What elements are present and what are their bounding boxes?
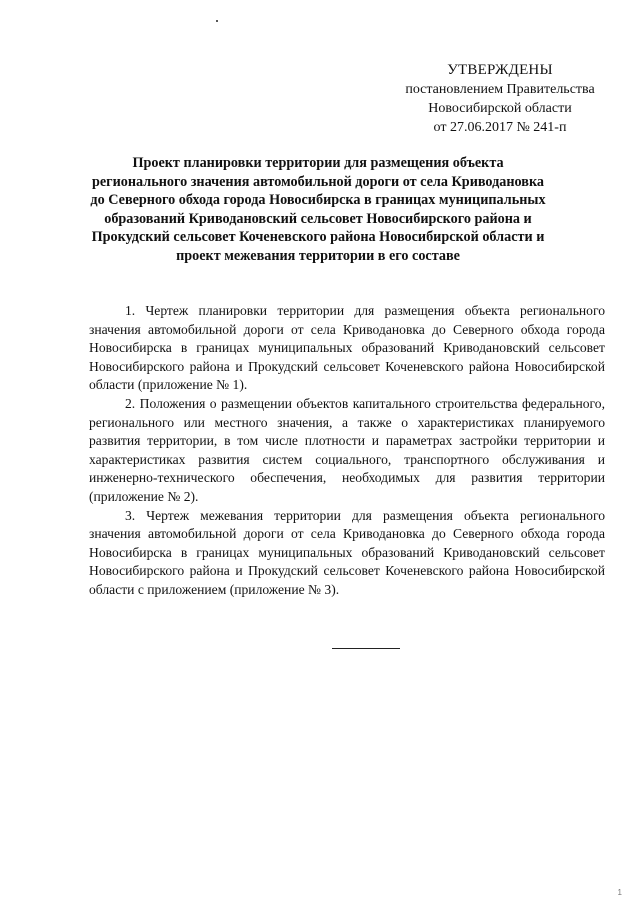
approval-line-3: от 27.06.2017 № 241-п	[433, 120, 567, 135]
document-body	[89, 302, 605, 600]
approval-line-1: постановлением Правительства	[405, 82, 595, 97]
approval-line-2: Новосибирской области	[428, 101, 572, 116]
paragraph-1: 1. Чертеж планировки территории для размещения объекта регионального значения автомобильной дороги от села Криводановка до Северного обхода города Новосибирска в границах муниципальных образований Криводановский сельсовет Новосибирского района и Прокудский сельсовет Коченевского района Новосибирской области (приложение № 1).	[89, 303, 605, 393]
scan-dot	[216, 20, 218, 22]
paragraph-3: 3. Чертеж межевания территории для размещения объекта регионального значения автомобильной дороги от села Криводановка до Северного обхода города Новосибирска в границах муниципальных образований Криводановский сельсовет Новосибирского района и Прокудский сельсовет Коченевского района Новосибирской области с приложением (приложение № 3).	[89, 507, 605, 597]
approval-heading: УТВЕРЖДЕНЫ	[447, 62, 553, 78]
approval-block	[400, 60, 600, 137]
document-title: Проект планировки территории для размещения объекта регионального значения автомобильной дороги от села Криводановка до Северного обхода города Новосибирска в границах муниципальных образований Криводановский сельсовет Новосибирского района и Прокудский сельсовет Коченевского района Новосибирской области и проект межевания территории в его составе	[90, 155, 546, 264]
paragraph-2: 2. Положения о размещении объектов капитального строительства федерального, регионального или местного значения, а также о характеристиках планируемого развития территории, в том числе плотности и параметрах застройки территории и характеристиках развития систем социального, транспортного обслуживания и инженерно-технического обеспечения, необходимых для развития территории (приложение № 2).	[89, 395, 605, 504]
page-mark: 1	[617, 888, 622, 897]
end-separator-line	[332, 648, 400, 649]
